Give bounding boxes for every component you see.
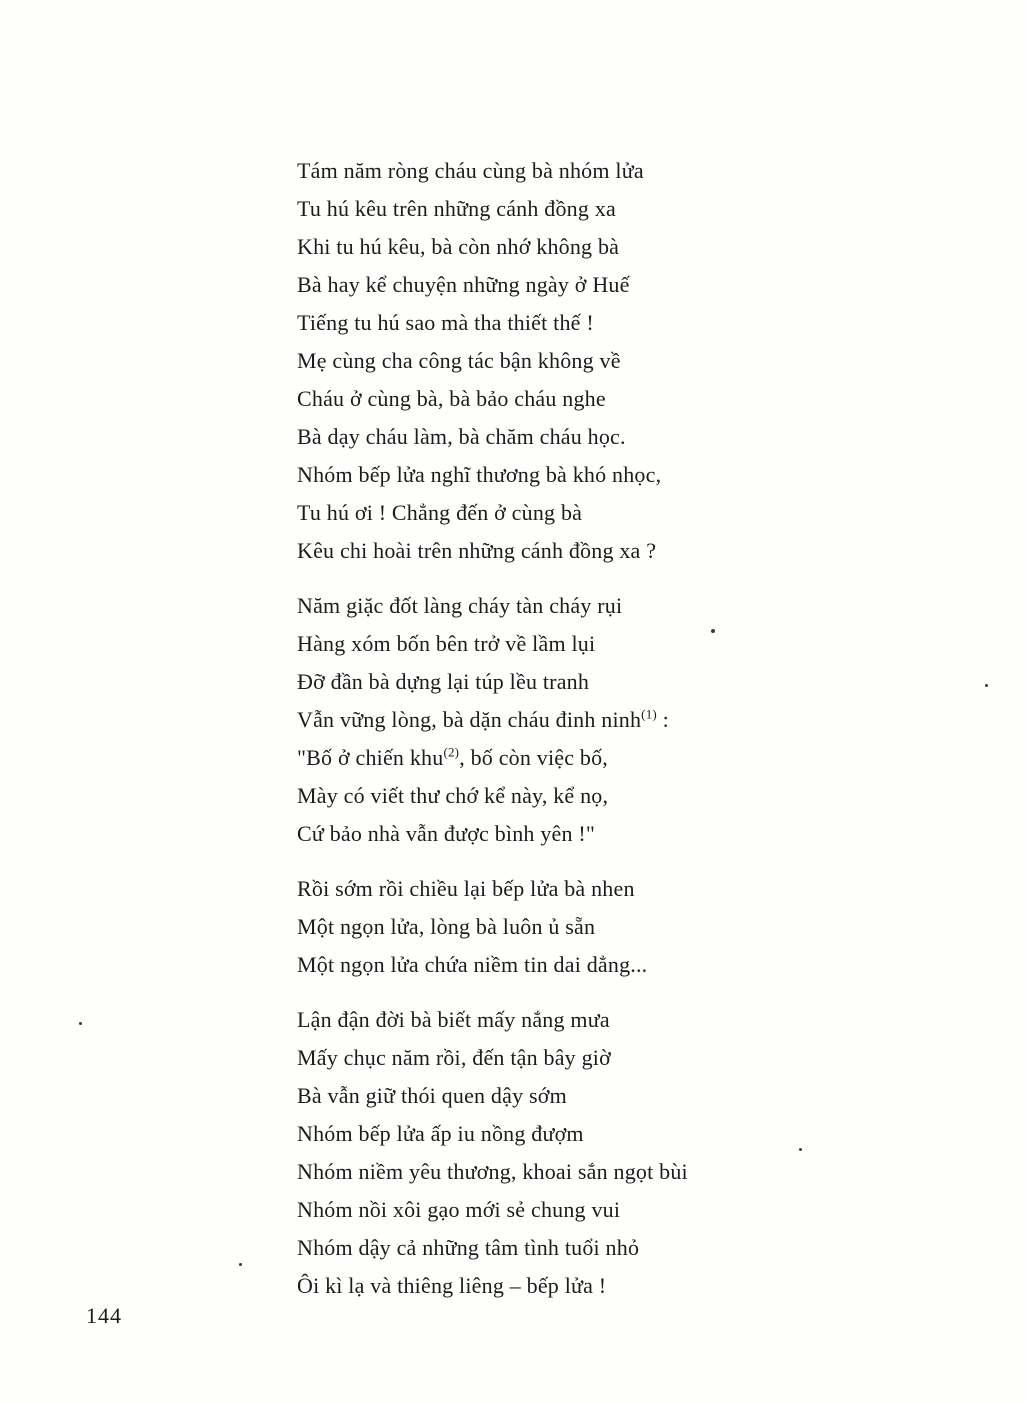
scan-speck <box>985 684 988 687</box>
poem-line: Nhóm nồi xôi gạo mới sẻ chung vui <box>297 1197 621 1222</box>
stanza <box>297 152 917 570</box>
poem-line: Hàng xóm bốn bên trở về lầm lụi <box>297 631 596 656</box>
poem-line: Tu hú ơi ! Chẳng đến ở cùng bà <box>297 500 583 525</box>
poem-line: Nhóm dậy cả những tâm tình tuổi nhỏ <box>297 1235 640 1260</box>
footnote-marker: (1) <box>641 706 657 722</box>
poem-line: Vẫn vững lòng, bà dặn cháu đinh ninh$^{(1)}$ : <box>297 706 669 732</box>
poem-line: Tám năm ròng cháu cùng bà nhóm lửa <box>297 158 644 183</box>
poem-line: Mấy chục năm rồi, đến tận bây giờ <box>297 1045 611 1070</box>
poem-line: Khi tu hú kêu, bà còn nhớ không bà <box>297 234 620 259</box>
poem-line: Tu hú kêu trên những cánh đồng xa <box>297 196 616 221</box>
poem-line: "Bố ở chiến khu$^{(2)}$, bố còn việc bố, <box>297 744 609 770</box>
footnote-marker: (2) <box>443 744 460 760</box>
poem-line: Bà hay kể chuyện những ngày ở Huế <box>297 272 630 297</box>
stanza <box>297 1001 917 1305</box>
stanza <box>297 870 917 984</box>
scan-speck <box>711 629 715 633</box>
poem-line: Bà dạy cháu làm, bà chăm cháu học. <box>297 424 626 449</box>
poem-line: Cứ bảo nhà vẫn được bình yên !" <box>297 821 596 846</box>
poem-line: Ôi kì lạ và thiêng liêng – bếp lửa ! <box>297 1273 607 1298</box>
poem-line: Rồi sớm rồi chiều lại bếp lửa bà nhen <box>297 876 635 901</box>
poem-line: Đỡ đần bà dựng lại túp lều tranh <box>297 669 590 694</box>
poem-line: Tiếng tu hú sao mà tha thiết thế ! <box>297 310 594 335</box>
stanza <box>297 587 917 853</box>
poem-line: Mẹ cùng cha công tác bận không về <box>297 348 621 373</box>
poem-line: Năm giặc đốt làng cháy tàn cháy rụi <box>297 593 623 618</box>
poem-line: Kêu chi hoài trên những cánh đồng xa ? <box>297 538 657 563</box>
poem <box>297 152 917 1322</box>
poem-line: Một ngọn lửa chứa niềm tin dai dẳng... <box>297 952 648 977</box>
poem-line: Nhóm niềm yêu thương, khoai sắn ngọt bùi <box>297 1159 688 1184</box>
scan-speck <box>239 1263 242 1266</box>
poem-line: Lận đận đời bà biết mấy nắng mưa <box>297 1007 610 1032</box>
page-number: 144 <box>86 1303 122 1328</box>
poem-line: Nhóm bếp lửa ấp iu nồng đượm <box>297 1121 584 1146</box>
scan-speck <box>799 1148 802 1151</box>
poem-line: Bà vẫn giữ thói quen dậy sớm <box>297 1083 567 1108</box>
poem-line: Mày có viết thư chớ kể này, kể nọ, <box>297 783 609 808</box>
poem-line: Một ngọn lửa, lòng bà luôn ủ sẵn <box>297 914 596 939</box>
scan-speck <box>79 1022 82 1025</box>
poem-line: Nhóm bếp lửa nghĩ thương bà khó nhọc, <box>297 462 662 487</box>
poem-line: Cháu ở cùng bà, bà bảo cháu nghe <box>297 386 606 411</box>
